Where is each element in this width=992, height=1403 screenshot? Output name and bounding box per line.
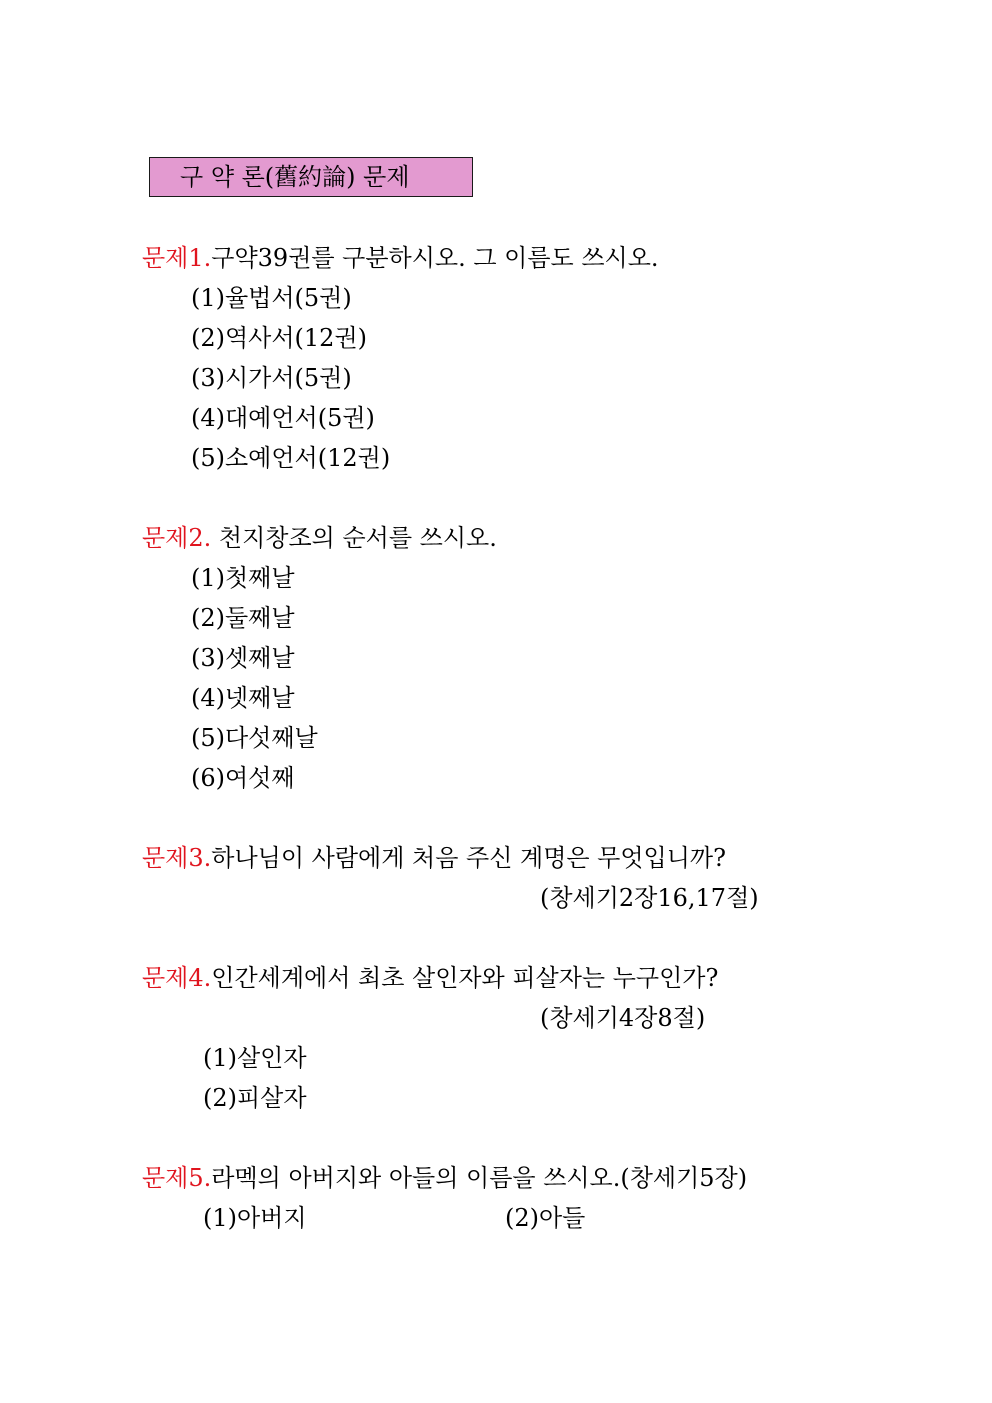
question-3-label: 문제3. [142, 844, 212, 872]
q2-item-5: (5)다섯째날 [191, 724, 318, 752]
q2-item-2: (2)둘째날 [191, 604, 295, 632]
q1-item-3: (3)시가서(5권) [191, 364, 352, 392]
q4-reference: (창세기4장8절) [540, 1004, 706, 1032]
question-4-label: 문제4. [142, 964, 212, 992]
q4-item-2: (2)피살자 [203, 1084, 307, 1112]
question-1-text: 구약39권를 구분하시오. 그 이름도 쓰시오. [211, 244, 659, 272]
q2-item-4: (4)넷째날 [191, 684, 295, 712]
q2-item-6: (6)여섯째 [191, 764, 295, 792]
question-2-label: 문제2. [142, 524, 212, 552]
q5-item-1: (1)아버지 [203, 1204, 307, 1232]
q5-item-2: (2)아들 [505, 1204, 586, 1232]
page-title: 구 약 론(舊約論) 문제 [180, 163, 410, 191]
question-5 [142, 1163, 747, 1193]
q1-item-1: (1)율법서(5권) [191, 284, 352, 312]
question-2-text: 천지창조의 순서를 쓰시오. [211, 524, 497, 552]
question-2 [142, 523, 497, 553]
question-4 [142, 963, 718, 993]
question-1 [142, 243, 659, 273]
title-box [149, 157, 473, 197]
question-4-text: 인간세계에서 최초 살인자와 피살자는 누구인가? [211, 964, 719, 992]
question-3 [142, 843, 726, 873]
q1-item-4: (4)대예언서(5권) [191, 404, 375, 432]
q4-item-1: (1)살인자 [203, 1044, 307, 1072]
question-5-label: 문제5. [142, 1164, 212, 1192]
question-5-text: 라멕의 아버지와 아들의 이름을 쓰시오.(창세기5장) [211, 1164, 748, 1192]
question-3-text: 하나님이 사람에게 처음 주신 계명은 무엇입니까? [211, 844, 726, 872]
question-1-label: 문제1. [142, 244, 212, 272]
q1-item-5: (5)소예언서(12권) [191, 444, 391, 472]
q2-item-1: (1)첫째날 [191, 564, 295, 592]
q1-item-2: (2)역사서(12권) [191, 324, 367, 352]
q3-reference: (창세기2장16,17절) [540, 884, 759, 912]
q2-item-3: (3)셋째날 [191, 644, 295, 672]
